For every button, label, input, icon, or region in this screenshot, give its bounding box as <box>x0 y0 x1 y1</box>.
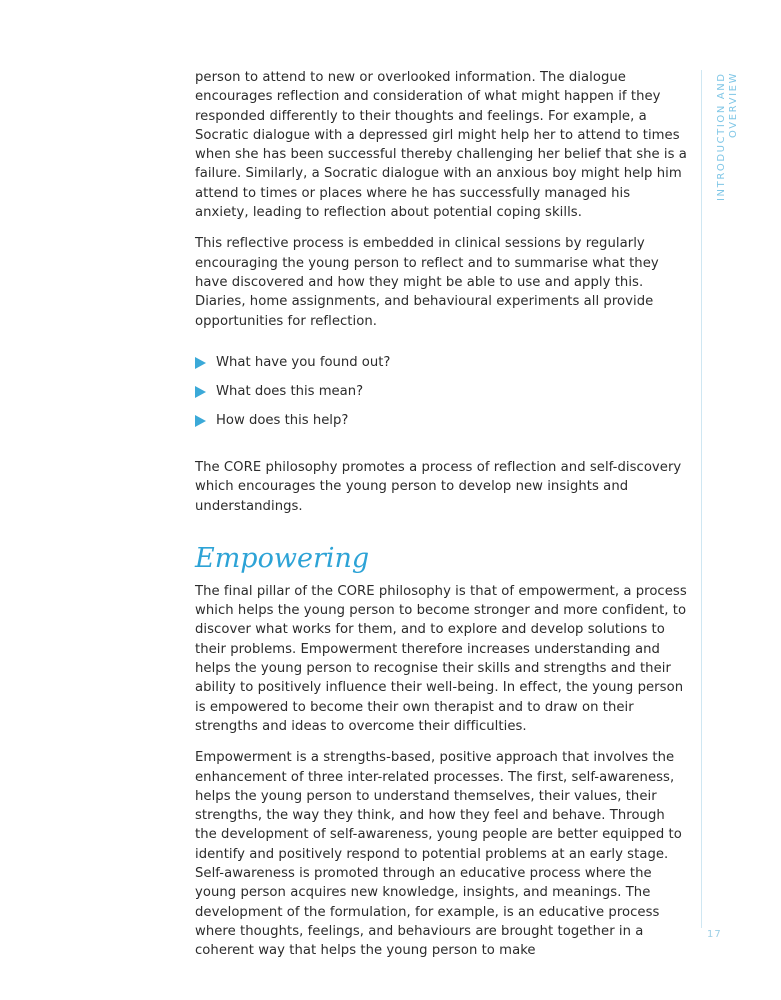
body-paragraph: The final pillar of the CORE philosophy is that of empowerment, a process which helps the young person to become stronger and more confident, to discover what works for them, and to explore and develop solutions to their problems. Empowerment therefore increases understanding and helps the young person to recognise their skills and strengths and their ability to positively influence their well-being. In effect, the young person is empowered to become their own therapist and to draw on their strengths and ideas to overcome their difficulties. <box>195 583 687 734</box>
section-heading: Empowering <box>195 542 370 574</box>
page-number: 17 <box>707 929 722 940</box>
list-item-text: What does this mean? <box>216 383 364 399</box>
list-item-text: How does this help? <box>216 412 349 428</box>
list-item <box>195 382 687 401</box>
running-section-label: INTRODUCTION AND OVERVIEW <box>716 72 739 201</box>
body-paragraph: The CORE philosophy promotes a process of reflection and self-discovery which encourages the young person to develop new insights and understandings. <box>195 459 682 514</box>
triangle-bullet-icon <box>195 386 206 398</box>
margin-divider <box>701 70 702 928</box>
page-body <box>195 68 687 972</box>
list-item <box>195 411 687 430</box>
list-item-text: What have you found out? <box>216 354 391 370</box>
list-item <box>195 353 687 372</box>
reflection-questions-list <box>195 353 687 430</box>
triangle-bullet-icon <box>195 415 206 427</box>
body-paragraph: This reflective process is embedded in clinical sessions by regularly encouraging the young person to reflect and to summarise what they have discovered and how they might be able to use and apply this. Diaries, home assignments, and behavioural experiments all provide opportunities for reflection. <box>195 236 659 329</box>
body-paragraph: person to attend to new or overlooked information. The dialogue encourages reflection and consideration of what might happen if they responded differently to their thoughts and feelings. For example, a Socratic dialogue with a depressed girl might help her to attend to times when she has been successful thereby challenging her belief that she is a failure. Similarly, a Socratic dialogue with an anxious boy might help him attend to times or places where he has successfully managed his anxiety, leading to reflection about potential coping skills. <box>195 70 687 221</box>
triangle-bullet-icon <box>195 357 206 369</box>
body-paragraph: Empowerment is a strengths-based, positive approach that involves the enhancement of three inter-related processes. The first, self-awareness, helps the young person to understand themselves, their values, their strengths, the way they think, and how they feel and behave. Through the development of self-awareness, young people are better equipped to identify and positively respond to potential problems at an early stage. Self-awareness is promoted through an educative process where the young person acquires new knowledge, insights, and meanings. The development of the formulation, for example, is an educative process where thoughts, feelings, and behaviours are brought together in a coherent way that helps the young person to make <box>195 750 682 959</box>
